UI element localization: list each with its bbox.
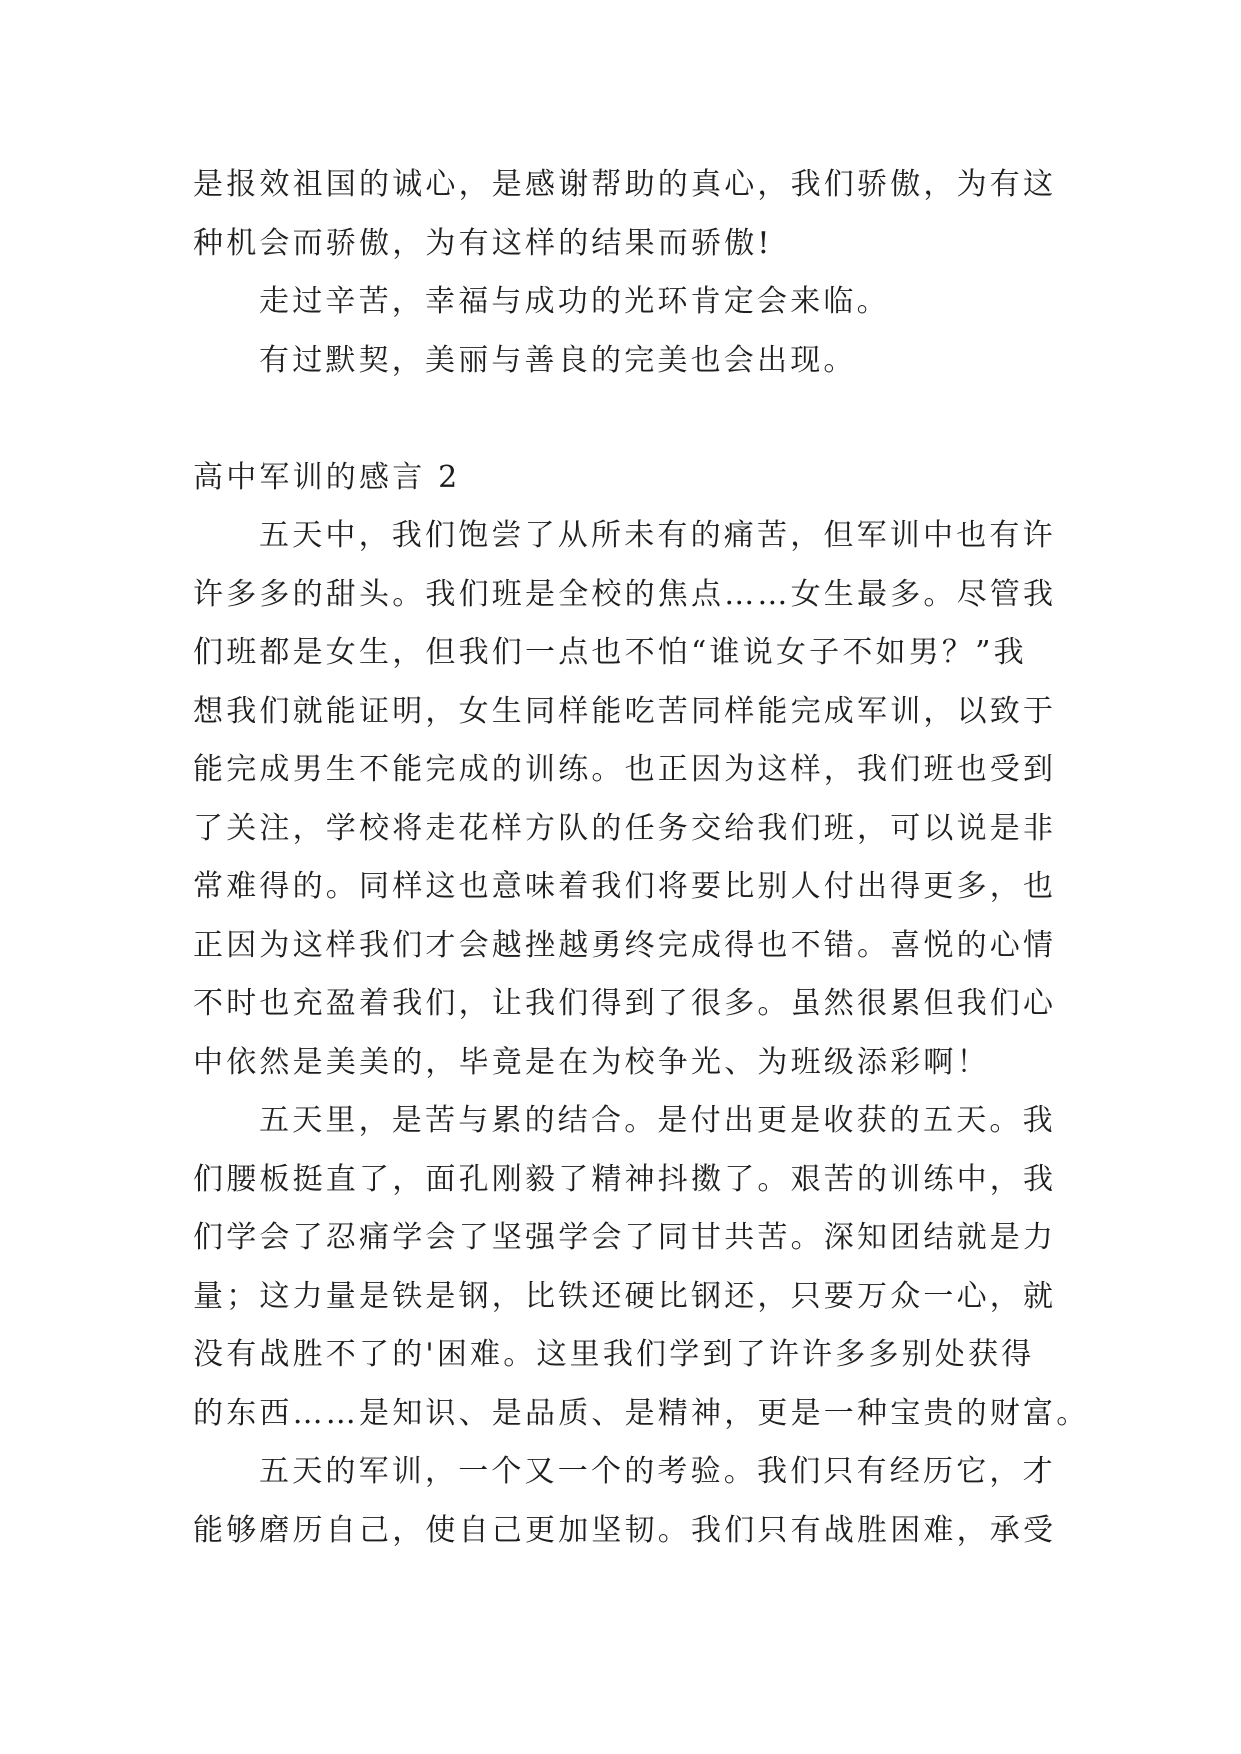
text-line: 了关注，学校将走花样方队的任务交给我们班，可以说是非 [193, 810, 1057, 846]
text-line: 有过默契，美丽与善良的完美也会出现。 [259, 342, 857, 378]
blank-line [193, 390, 1093, 449]
text-line: 们班都是女生，但我们一点也不怕“谁说女子不如男？”我 [193, 635, 1027, 670]
text-line: 没有战胜不了的'困难。这里我们学到了许许多多别处获得 [193, 1337, 1035, 1372]
text-line: 量；这力量是铁是钢，比铁还硬比钢还，只要万众一心，就 [193, 1278, 1057, 1314]
text-line: 想我们就能证明，女生同样能吃苦同样能完成军训，以致于 [193, 693, 1057, 729]
text-line: 许多多的甜头。我们班是全校的焦点……女生最多。尽管我 [193, 576, 1057, 612]
text-line: 能够磨历自己，使自己更加坚韧。我们只有战胜困难，承受 [193, 1512, 1057, 1548]
text-line: 走过辛苦，幸福与成功的光环肯定会来临。 [259, 284, 890, 319]
text-line: 们腰板挺直了，面孔刚毅了精神抖擞了。艰苦的训练中，我 [193, 1161, 1057, 1197]
document-body [193, 156, 1093, 1560]
text-line: 种机会而骄傲，为有这样的结果而骄傲! [193, 225, 773, 261]
text-line: 不时也充盈着我们，让我们得到了很多。虽然很累但我们心 [193, 986, 1057, 1021]
text-line: 正因为这样我们才会越挫越勇终完成得也不错。喜悦的心情 [193, 927, 1057, 963]
text-line: 五天里，是苦与累的结合。是付出更是收获的五天。我 [259, 1103, 1056, 1138]
text-line: 五天的军训，一个又一个的考验。我们只有经历它，才 [259, 1454, 1056, 1489]
text-line: 常难得的。同样这也意味着我们将要比别人付出得更多，也 [193, 869, 1057, 904]
section-heading: 高中军训的感言 2 [193, 459, 461, 495]
text-line: 的东西……是知识、是品质、是精神，更是一种宝贵的财富。 [193, 1395, 1090, 1431]
text-line: 是报效祖国的诚心，是感谢帮助的真心，我们骄傲，为有这 [193, 167, 1057, 202]
text-line: 们学会了忍痛学会了坚强学会了同甘共苦。深知团结就是力 [193, 1220, 1057, 1255]
text-line: 五天中，我们饱尝了从所未有的痛苦，但军训中也有许 [259, 518, 1056, 553]
text-line: 中依然是美美的，毕竟是在为校争光、为班级添彩啊！ [193, 1044, 990, 1080]
text-line: 能完成男生不能完成的训练。也正因为这样，我们班也受到 [193, 752, 1057, 787]
